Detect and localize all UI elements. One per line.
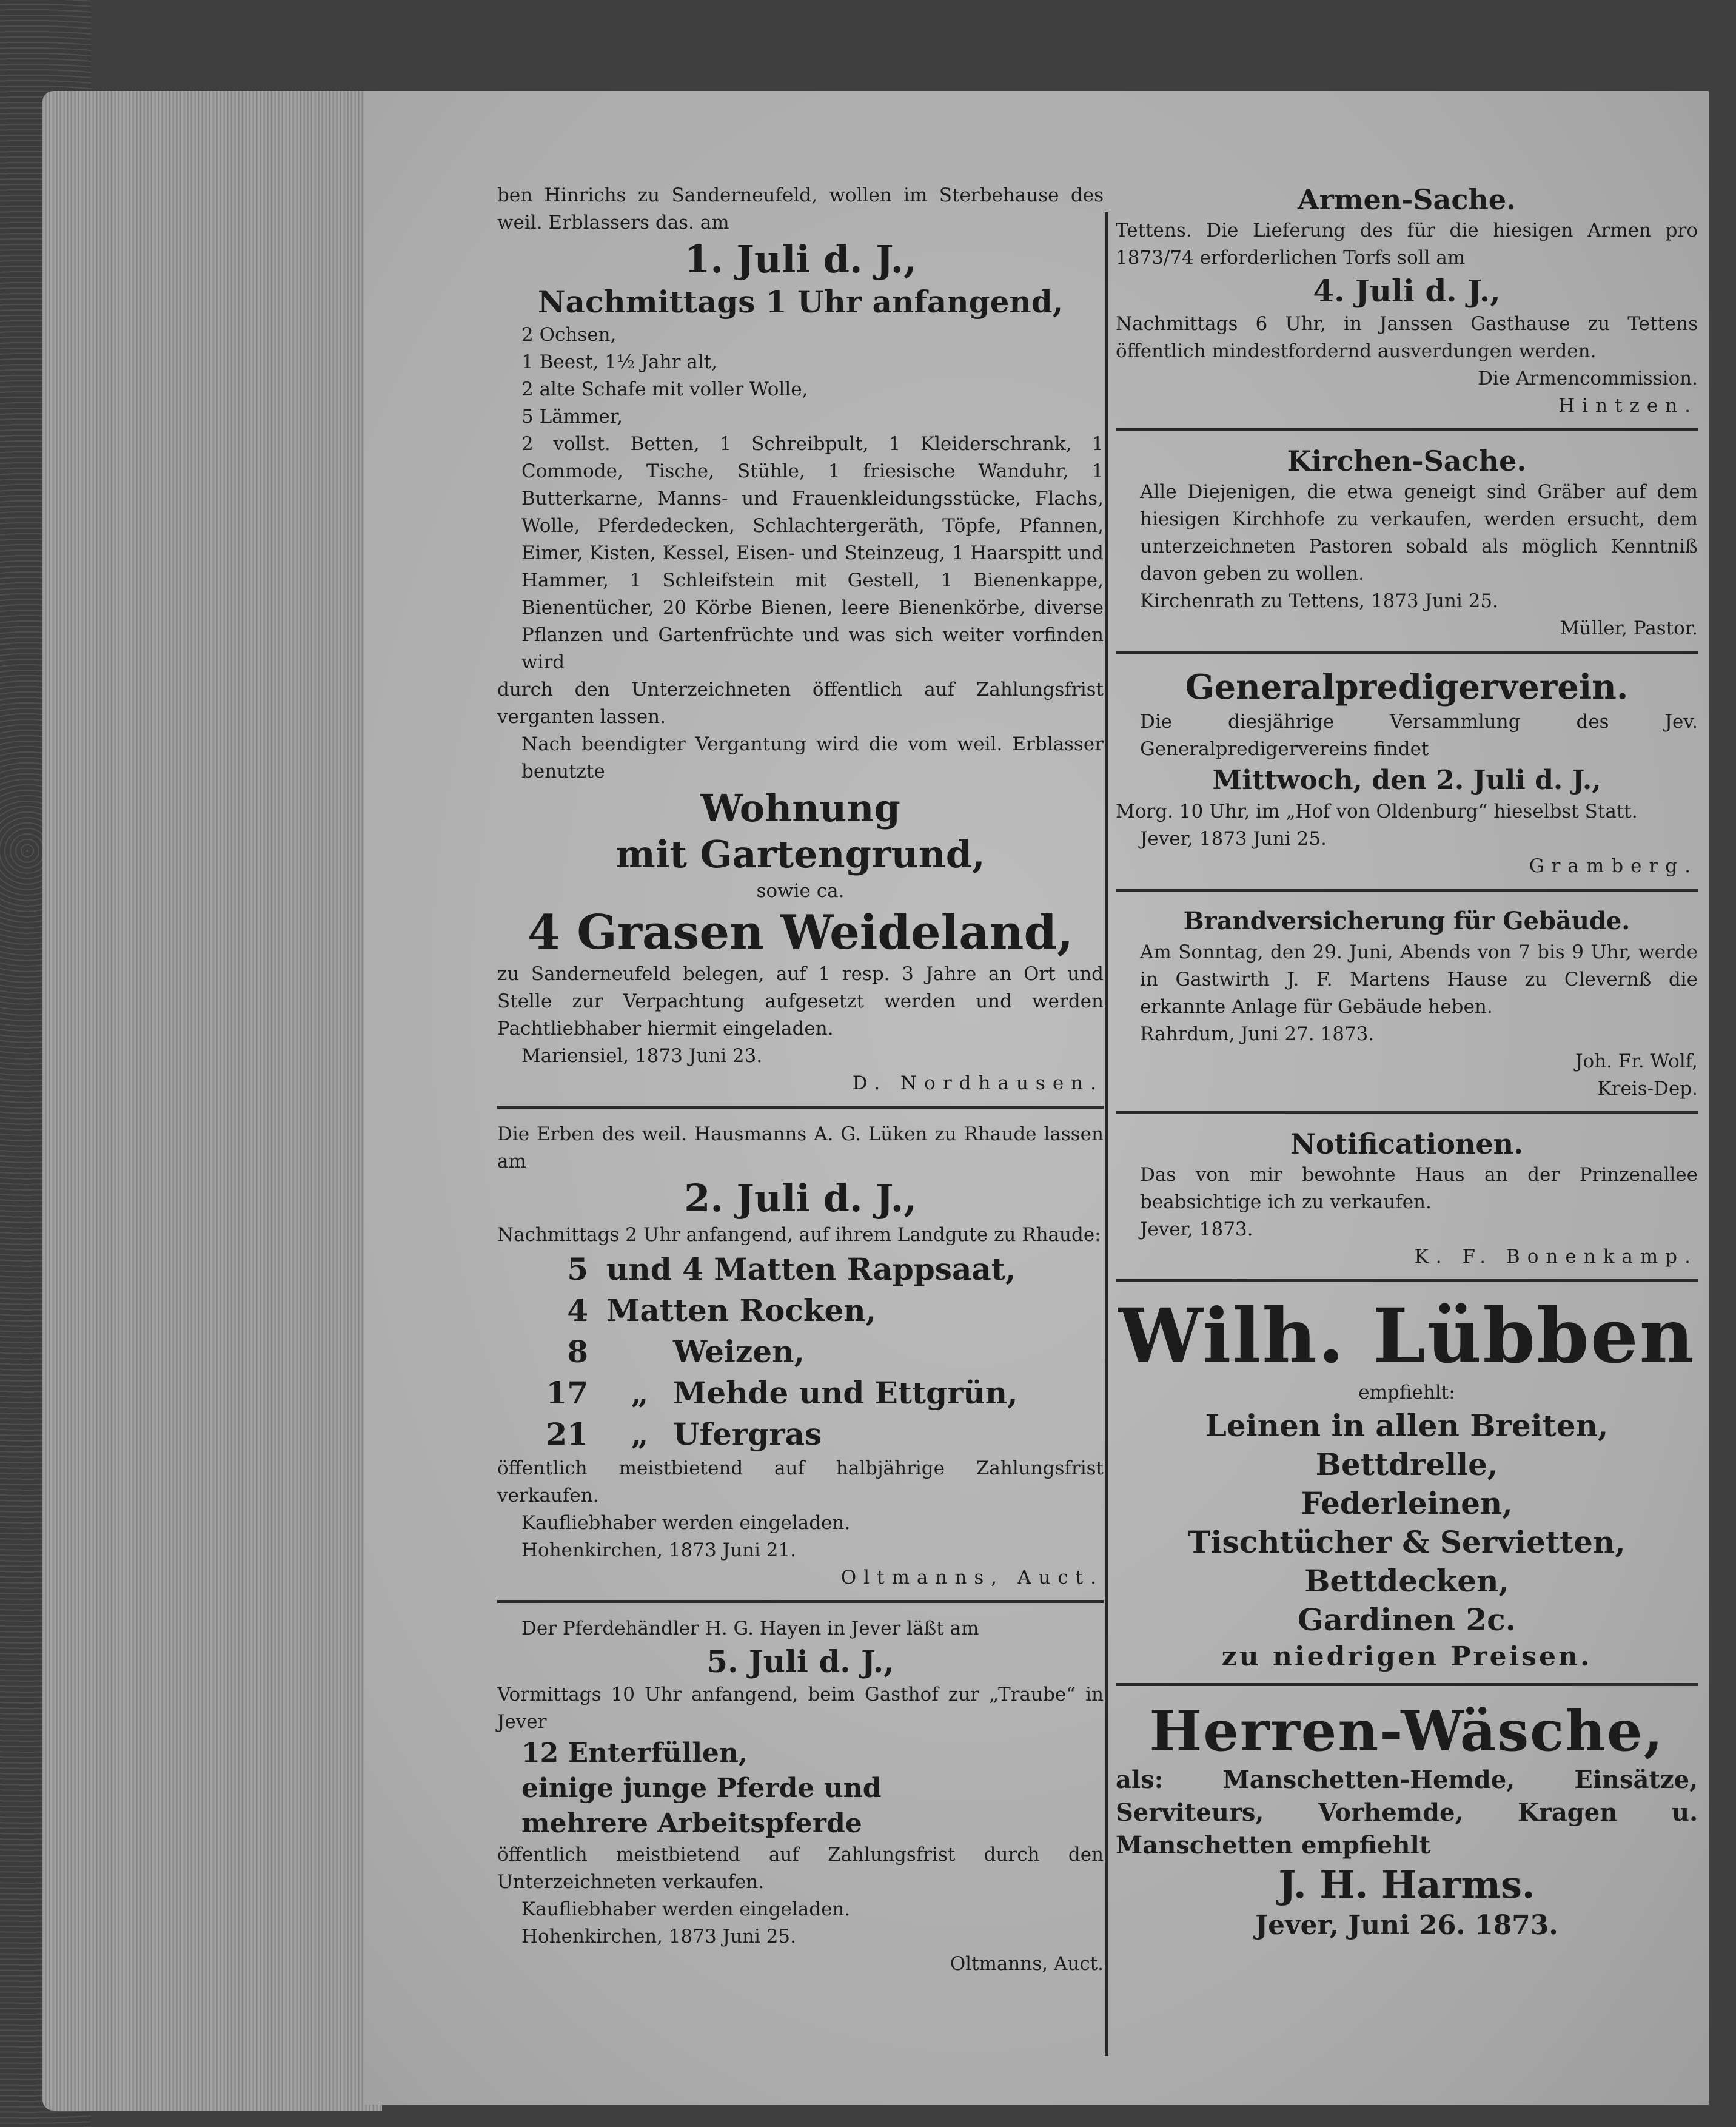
ad-details: zu Sanderneufeld belegen, auf 1 resp. 3 Jahre an Ort und Stelle zur Verpachtung aufgesetzt werden und werden Pachtliebhaber hiermit eingeladen. <box>497 963 1104 1040</box>
ad-intro: Der Pferdehändler H. G. Hayen in Jever läßt am <box>521 1618 979 1639</box>
auction-ad-hayen <box>497 1609 1104 1986</box>
left-column <box>497 176 1104 1992</box>
notice-signature: Joh. Fr. Wolf, <box>1575 1050 1698 1072</box>
advert-name: J. H. Harms. <box>1278 1863 1535 1907</box>
advert-text: als: Manschetten-Hemde, Einsätze, Serviteurs, Vorhemde, Kragen u. Manschetten empfiehlt <box>1116 1766 1698 1860</box>
advert-line: zu niedrigen Preisen. <box>1221 1641 1592 1672</box>
ad-big-wohnung: Wohnung <box>700 786 900 830</box>
advert-heading: Herren-Wäsche, <box>1149 1698 1664 1764</box>
section-heading: Brandversicherung für Gebäude. <box>1183 907 1630 935</box>
notice-kirchen <box>1116 437 1698 654</box>
ad-intro: ben Hinrichs zu Sanderneufeld, wollen im Sterbehause des weil. Erblassers das. am <box>497 184 1104 234</box>
column-divider <box>1105 212 1108 2056</box>
ad-place-date: Hohenkirchen, 1873 Juni 25. <box>521 1926 797 1947</box>
ad-item: 1 Beest, 1½ Jahr alt, <box>521 351 718 373</box>
ad-time: Nachmittags 1 Uhr anfangend, <box>537 284 1064 320</box>
advert-harms <box>1116 1692 1698 1952</box>
advert-luebben <box>1116 1288 1698 1686</box>
right-column <box>1116 176 1698 1958</box>
ad-sowie: sowie ca. <box>756 880 845 902</box>
section-heading: Generalpredigerverein. <box>1185 667 1629 707</box>
ad-item: 12 Enterfüllen, <box>521 1738 748 1769</box>
ad-terms: öffentlich meistbietend auf Zahlungsfrist durch den Unterzeichneten verkaufen. <box>497 1844 1104 1893</box>
notice-signature: Gramberg. <box>1529 855 1698 877</box>
ad-place-date: Mariensiel, 1873 Juni 23. <box>521 1045 763 1067</box>
advert-line: Gardinen 2c. <box>1298 1602 1516 1638</box>
notice-signature: Müller, Pastor. <box>1560 617 1698 639</box>
ad-item: 2 Ochsen, <box>521 324 617 346</box>
ad-place-date: Hohenkirchen, 1873 Juni 21. <box>521 1539 797 1561</box>
notice-text: Die diesjährige Versammlung des Jev. Generalpredigervereins findet <box>1140 711 1698 760</box>
notice-place-date: Kirchenrath zu Tettens, 1873 Juni 25. <box>1140 590 1498 612</box>
ad-signature: Oltmanns, Auct. <box>950 1953 1104 1975</box>
notice-date: Mittwoch, den 2. Juli d. J., <box>1212 765 1601 796</box>
ad-time: Vormittags 10 Uhr anfangend, beim Gasthof zur „Traube“ in Jever <box>497 1684 1104 1733</box>
ad-item: 2 vollst. Betten, 1 Schreibpult, 1 Kleiderschrank, 1 Commode, Tische, Stühle, 1 friesische Wanduhr, 1 Butterkarne, Manns- und Frauenkleidungsstücke, Flachs, Wolle, Pferdedecken, Schlachtergeräth, Töpfe, Pfannen, Eimer, Kisten, Kessel, Eisen- und Steinzeug, 1 Haarspitt und Hammer, 1 Schleifstein mit Gestell, 1 Bienenkappe, Bienentücher, 20 Körbe Bienen, leere Bienenkörbe, diverse Pflanzen und Gartenfrüchte und was sich weiter vorfinden wird <box>521 433 1104 673</box>
ad-item: einige junge Pferde und <box>521 1773 882 1804</box>
ad-date: 5. Juli d. J., <box>706 1644 894 1679</box>
lot-row: 5 und 4 Matten Rappsaat, <box>567 1251 1016 1287</box>
notice-text: Am Sonntag, den 29. Juni, Abends von 7 bis 9 Uhr, werde in Gastwirth J. F. Martens Hause zu Clevernß die erkannte Anlage für Gebäude heben. <box>1140 941 1698 1018</box>
advert-empfiehlt: empfiehlt: <box>1358 1382 1455 1403</box>
notice-text: Tettens. Die Lieferung des für die hiesigen Armen pro 1873/74 erforderlichen Torfs soll am <box>1116 220 1698 269</box>
ad-invite: Kaufliebhaber werden eingeladen. <box>521 1898 851 1920</box>
notice-generalpredigerverein <box>1116 660 1698 892</box>
lot-row: 21 „ Ufergras <box>546 1416 822 1452</box>
notice-text: Alle Diejenigen, die etwa geneigt sind Gräber auf dem hiesigen Kirchhofe zu verkaufen, werden ersucht, dem unterzeichneten Pastoren sobald als möglich Kenntniß davon geben zu wollen. <box>1140 481 1698 585</box>
newspaper-page <box>364 91 1709 2105</box>
ad-date: 1. Juli d. J., <box>684 237 917 281</box>
notice-text: Morg. 10 Uhr, im „Hof von Oldenburg“ hieselbst Statt. <box>1116 801 1638 822</box>
lot-row: 4 Matten Rocken, <box>567 1292 877 1328</box>
notice-signature: Hintzen. <box>1558 395 1698 417</box>
section-heading: Notificationen. <box>1290 1127 1524 1160</box>
ad-big-weideland: 4 Grasen Weideland, <box>527 905 1074 960</box>
ad-invite: Kaufliebhaber werden eingeladen. <box>521 1512 851 1534</box>
ad-terms: öffentlich meistbietend auf halbjährige Zahlungsfrist verkaufen. <box>497 1457 1104 1507</box>
ad-item: 5 Lämmer, <box>521 406 623 428</box>
lot-row: 8 Weizen, <box>567 1334 805 1369</box>
notice-text: Nachmittags 6 Uhr, in Janssen Gasthause zu Tettens öffentlich mindestfordernd ausverdungen werden. <box>1116 313 1698 362</box>
notice-text: Das von mir bewohnte Haus an der Prinzenallee beabsichtige ich zu verkaufen. <box>1140 1164 1698 1213</box>
ad-signature: D. Nordhausen. <box>852 1072 1104 1094</box>
auction-ad-rhaude <box>497 1115 1104 1603</box>
advert-line: Tischtücher & Servietten, <box>1188 1524 1626 1560</box>
ad-after-text: Nach beendigter Vergantung wird die vom weil. Erblasser benutzte <box>521 733 1104 782</box>
notice-signature: Die Armencommission. <box>1478 368 1698 389</box>
advert-line: Leinen in allen Breiten, <box>1205 1408 1609 1443</box>
ad-item: mehrere Arbeitspferde <box>521 1808 862 1839</box>
notice-notificationen <box>1116 1120 1698 1282</box>
advert-place-date: Jever, Juni 26. 1873. <box>1255 1910 1558 1941</box>
notice-date: 4. Juli d. J., <box>1313 273 1501 309</box>
advert-line: Bettdecken, <box>1304 1563 1509 1599</box>
ad-big-gartengrund: mit Gartengrund, <box>615 832 985 876</box>
advert-line: Bettdrelle, <box>1315 1447 1498 1482</box>
ad-date: 2. Juli d. J., <box>684 1176 917 1220</box>
section-heading: Armen-Sache. <box>1297 183 1516 216</box>
notice-armen <box>1116 176 1698 431</box>
ad-auction-text: durch den Unterzeichneten öffentlich auf Zahlungsfrist verganten lassen. <box>497 679 1104 728</box>
ad-intro: Die Erben des weil. Hausmanns A. G. Lüken zu Rhaude lassen am <box>497 1123 1104 1172</box>
ad-time: Nachmittags 2 Uhr anfangend, auf ihrem Landgute zu Rhaude: <box>497 1224 1101 1246</box>
notice-signature: K. F. Bonenkamp. <box>1414 1246 1698 1268</box>
notice-place-date: Jever, 1873. <box>1140 1218 1253 1240</box>
section-heading: Kirchen-Sache. <box>1287 445 1527 477</box>
notice-place-date: Jever, 1873 Juni 25. <box>1140 828 1327 850</box>
auction-ad-sanderneufeld <box>497 176 1104 1109</box>
notice-brandversicherung <box>1116 898 1698 1114</box>
lot-row: 17 „ Mehde und Ettgrün, <box>546 1375 1018 1411</box>
notice-signature: Kreis-Dep. <box>1597 1078 1698 1100</box>
advert-name: Wilh. Lübben <box>1118 1292 1695 1380</box>
ad-signature: Oltmanns, Auct. <box>840 1567 1104 1588</box>
ad-item: 2 alte Schafe mit voller Wolle, <box>521 378 808 400</box>
notice-place-date: Rahrdum, Juni 27. 1873. <box>1140 1023 1375 1045</box>
book-page-edges <box>42 91 382 2111</box>
advert-line: Federleinen, <box>1301 1485 1513 1521</box>
